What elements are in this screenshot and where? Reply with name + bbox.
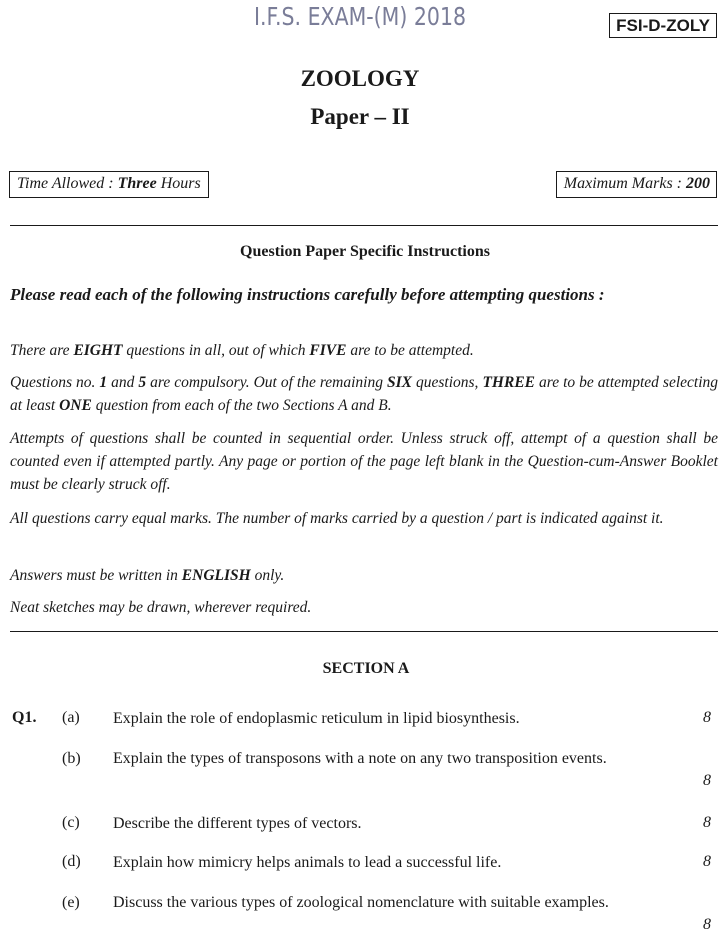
instruction-2-text: are compulsory. Out of the remaining — [146, 374, 387, 391]
part-text: Explain the role of endoplasmic reticulum in lipid biosynthesis. — [113, 710, 520, 727]
instruction-5-text: Answers must be written in — [10, 567, 182, 584]
divider-bottom — [10, 631, 718, 632]
marks-label: Maximum Marks : — [563, 175, 686, 192]
instruction-2-text: are to be attempted selecting at least — [10, 374, 719, 414]
instruction-2-bold: 5 — [138, 374, 147, 391]
part-text: Describe the different types of vectors. — [113, 815, 362, 832]
instructions-intro: Please read each of the following instructions carefully before attempting questions : — [10, 285, 605, 304]
instruction-3: Attempts of questions shall be counted in sequential order. Unless struck off, attempt of a question shall be counted even if attempted partly. Any page or portion of the page left blank in the Question-cum-Answer Booklet must be clearly struck off. — [10, 430, 718, 493]
question-number: Q1. — [12, 709, 37, 726]
instruction-2-text: questions, — [412, 374, 483, 391]
instruction-2-bold: ONE — [59, 397, 92, 414]
exam-stamp: I.F.S. EXAM-(M) 2018 — [253, 2, 467, 31]
instruction-5-text: only. — [250, 567, 285, 584]
instruction-2-bold: 1 — [99, 374, 108, 391]
instructions-heading: Question Paper Specific Instructions — [240, 243, 490, 260]
time-unit: Hours — [156, 175, 201, 192]
paper-subtitle: Paper – II — [310, 104, 410, 129]
part-label: (e) — [62, 894, 80, 911]
part-text: Explain how mimicry helps animals to lead a successful life. — [113, 854, 502, 871]
part-marks: 8 — [703, 772, 711, 789]
instruction-2-text: Questions no. — [10, 374, 100, 391]
instruction-1-text: are to be attempted. — [346, 342, 474, 359]
instruction-4: All questions carry equal marks. The number of marks carried by a question / part is indicated against it. — [10, 510, 664, 527]
instruction-1-bold: FIVE — [309, 342, 347, 359]
instruction-1-text: There are — [10, 342, 74, 359]
instruction-2-bold: THREE — [482, 374, 535, 391]
paper-code: FSI-D-ZOLY — [609, 13, 717, 38]
instruction-2-text: question from each of the two Sections A and B. — [91, 397, 392, 414]
page-title: ZOOLOGY — [300, 66, 420, 91]
part-marks: 8 — [703, 916, 711, 933]
instruction-6: Neat sketches may be drawn, wherever required. — [10, 599, 312, 616]
part-label: (d) — [62, 853, 81, 870]
part-text: Explain the types of transposons with a note on any two transposition events. — [113, 750, 607, 767]
instruction-1-text: questions in all, out of which — [122, 342, 310, 359]
instruction-5 — [10, 564, 718, 587]
maximum-marks — [556, 171, 717, 198]
part-label: (a) — [62, 709, 80, 726]
marks-value: 200 — [686, 175, 710, 192]
instruction-2 — [10, 371, 718, 417]
instruction-1 — [10, 339, 718, 362]
part-marks: 8 — [703, 814, 711, 831]
part-label: (b) — [62, 750, 81, 767]
part-text: Discuss the various types of zoological nomenclature with suitable examples. — [113, 894, 609, 911]
time-allowed — [9, 171, 209, 198]
section-title: SECTION A — [322, 660, 410, 677]
instruction-1-bold: EIGHT — [73, 342, 123, 359]
instruction-2-text: and — [107, 374, 139, 391]
part-label: (c) — [62, 814, 80, 831]
time-value: Three — [117, 175, 157, 192]
instruction-5-bold: ENGLISH — [181, 567, 251, 584]
part-marks: 8 — [703, 853, 711, 870]
part-marks: 8 — [703, 709, 711, 726]
time-label: Time Allowed : — [17, 175, 118, 192]
instruction-2-bold: SIX — [387, 374, 412, 391]
divider-top — [10, 225, 718, 226]
